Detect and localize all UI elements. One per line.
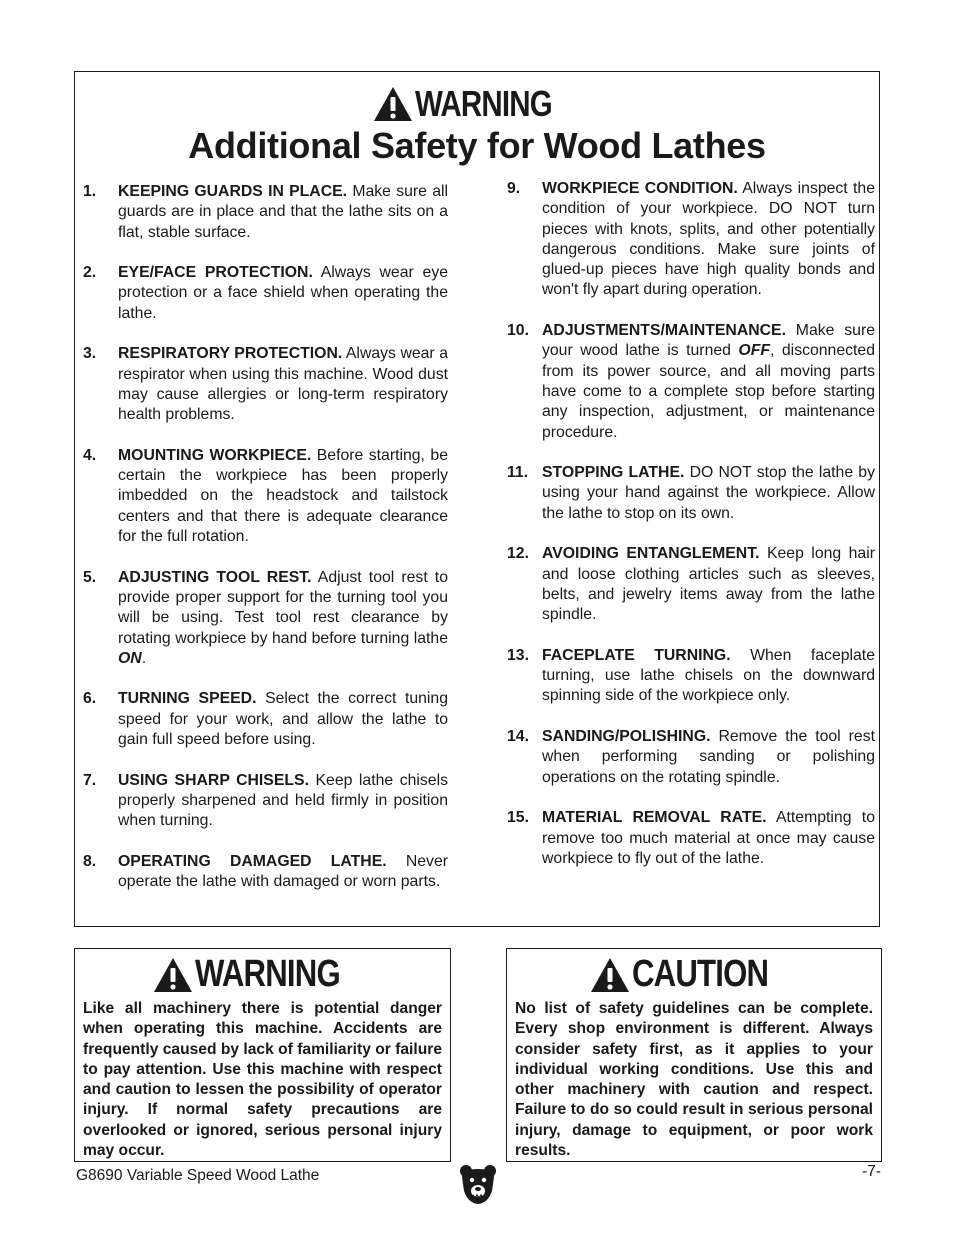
caution-box-header	[507, 955, 881, 993]
item-body	[542, 727, 875, 788]
main-signal-header	[75, 83, 879, 124]
caution-box-text: No list of safety guidelines can be complete. Every shop environment is different. Always consider safety first, as it applies to your individual working conditions. Use this and other machinery with caution and respect. Failure to do so could result in serious personal injury, damage to equipment, or poor work results.	[515, 1000, 873, 1160]
item-body	[542, 544, 875, 625]
item-text: Keep lathe chisels properly sharpened and held firmly in position when turning.	[118, 771, 448, 830]
caution-box	[506, 948, 882, 1162]
item-text: When faceplate turning, use lathe chisels on the downward spinning side of the workpiece only.	[542, 646, 875, 705]
item-body	[542, 646, 875, 707]
safety-item	[507, 727, 875, 788]
item-text: DO NOT stop the lathe by using your hand against the workpiece. Allow the lathe to stop on its own.	[542, 464, 875, 522]
item-text: Never operate the lathe with damaged or worn parts.	[118, 852, 449, 891]
item-body	[542, 463, 875, 524]
item-heading: RESPIRATORY PROTECTION.	[118, 345, 343, 363]
safety-item	[507, 544, 875, 625]
item-number: 1.	[83, 183, 97, 200]
item-body	[118, 446, 448, 547]
safety-item	[507, 321, 875, 443]
item-body	[542, 321, 875, 443]
safety-item	[83, 771, 448, 832]
right-column	[507, 179, 875, 889]
item-emphasis: OFF	[738, 342, 771, 360]
item-number: 9.	[507, 180, 521, 197]
safety-item	[83, 852, 448, 893]
page-number: -7-	[862, 1163, 881, 1180]
safety-item	[507, 179, 875, 301]
item-text: Adjust tool rest to provide proper support for the turning tool you will be using. Test tool rest clearance by rotating workpiece by hand before turning lathe	[118, 568, 448, 647]
warning-box-signal-word: WARNING	[195, 953, 341, 995]
item-heading: USING SHARP CHISELS.	[118, 771, 309, 789]
item-heading: EYE/FACE PROTECTION.	[118, 264, 313, 282]
item-body	[118, 852, 448, 893]
item-text-after: , disconnected from its power source, and all moving parts have come to a complete stop before starting any inspection, adjustment, or maintenance procedure.	[542, 342, 875, 441]
warning-box-text: Like all machinery there is potential danger when operating this machine. Accidents are frequently caused by lack of familiarity or failure to pay attention. Use this machine with respect and caution to lessen the possibility of operator injury. If normal safety precautions are overlooked or ignored, serious personal injury may occur.	[83, 1000, 442, 1160]
footer-model: G8690 Variable Speed Wood Lathe	[76, 1167, 320, 1184]
item-number: 5.	[83, 568, 97, 586]
page-title: Additional Safety for Wood Lathes	[188, 125, 766, 166]
item-heading: KEEPING GUARDS IN PLACE.	[118, 183, 348, 200]
item-text: Select the correct tuning speed for your work, and allow the lathe to gain full speed before using.	[118, 690, 448, 749]
left-column	[83, 182, 448, 913]
item-heading: ADJUSTING TOOL REST.	[118, 568, 312, 586]
caution-box-signal-word: CAUTION	[631, 953, 769, 995]
item-text: Always inspect the condition of your workpiece. DO NOT turn pieces with knots, splits, and other potentially dangerous conditions. Make sure joints of glued-up pieces have high quality bonds and won't fly apart during operation.	[542, 180, 875, 299]
safety-item	[83, 568, 448, 669]
item-heading: FACEPLATE TURNING.	[542, 646, 731, 664]
item-text: Always wear a respirator when using this machine. Wood dust may cause allergies or long-term respiratory health problems.	[118, 345, 448, 424]
item-number: 4.	[83, 446, 97, 464]
item-number: 11.	[507, 464, 529, 482]
safety-item	[507, 463, 875, 524]
item-number: 12.	[507, 545, 529, 563]
caution-triangle-icon	[590, 957, 630, 993]
item-heading: STOPPING LATHE.	[542, 464, 685, 482]
item-heading: SANDING/POLISHING.	[542, 728, 711, 746]
item-text: Always wear eye protection or a face shield when operating the lathe.	[118, 264, 448, 322]
item-text: Attempting to remove too much material at once may cause workpiece to fly out of the lathe.	[542, 809, 875, 867]
item-number: 8.	[83, 852, 97, 870]
item-number: 14.	[507, 728, 529, 746]
item-heading: MOUNTING WORKPIECE.	[118, 446, 312, 464]
item-text: Make sure your wood lathe is turned	[542, 322, 875, 360]
item-body	[118, 182, 448, 243]
safety-item	[83, 182, 448, 243]
item-body	[118, 344, 448, 425]
item-number: 2.	[83, 264, 97, 282]
item-number: 6.	[83, 690, 97, 708]
main-signal-word: WARNING	[414, 83, 552, 124]
item-number: 10.	[507, 322, 529, 340]
item-text: Keep long hair and loose clothing articles such as sleeves, belts, and jewelry items away from the lathe spindle.	[542, 545, 875, 624]
safety-item	[83, 689, 448, 750]
safety-item	[83, 344, 448, 425]
item-body	[118, 568, 448, 669]
item-heading: OPERATING DAMAGED LATHE.	[118, 852, 387, 870]
item-number: 3.	[83, 345, 97, 363]
item-body	[542, 179, 875, 301]
item-heading: AVOIDING ENTANGLEMENT.	[542, 545, 760, 563]
item-body	[118, 263, 448, 324]
safety-item	[83, 446, 448, 547]
item-text: Make sure all guards are in place and that the lathe sits on a flat, stable surface.	[118, 183, 448, 241]
safety-item	[83, 263, 448, 324]
item-heading: MATERIAL REMOVAL RATE.	[542, 809, 767, 827]
warning-triangle-icon	[153, 957, 193, 993]
item-body	[118, 771, 448, 832]
item-heading: WORKPIECE CONDITION.	[542, 180, 738, 197]
warning-triangle-icon	[373, 86, 413, 122]
item-number: 15.	[507, 809, 529, 827]
item-body	[118, 689, 448, 750]
item-text: Remove the tool rest when performing sanding or polishing operations on the rotating spindle.	[542, 728, 875, 786]
item-number: 7.	[83, 771, 97, 789]
item-heading: ADJUSTMENTS/MAINTENANCE.	[542, 322, 786, 340]
item-heading: TURNING SPEED.	[118, 690, 257, 708]
warning-box-header	[75, 955, 450, 993]
item-emphasis: ON	[118, 649, 142, 667]
safety-item	[507, 808, 875, 869]
item-text-after: .	[141, 649, 147, 667]
item-number: 13.	[507, 646, 529, 664]
safety-item	[507, 646, 875, 707]
warning-box	[74, 948, 451, 1162]
grizzly-bear-logo-icon	[458, 1163, 498, 1205]
item-text: Before starting, be certain the workpiece has been properly imbedded on the headstock and tailstock centers and that there is adequate clearance for the full rotation.	[118, 446, 448, 546]
item-body	[542, 808, 875, 869]
main-warning-box	[74, 71, 880, 927]
